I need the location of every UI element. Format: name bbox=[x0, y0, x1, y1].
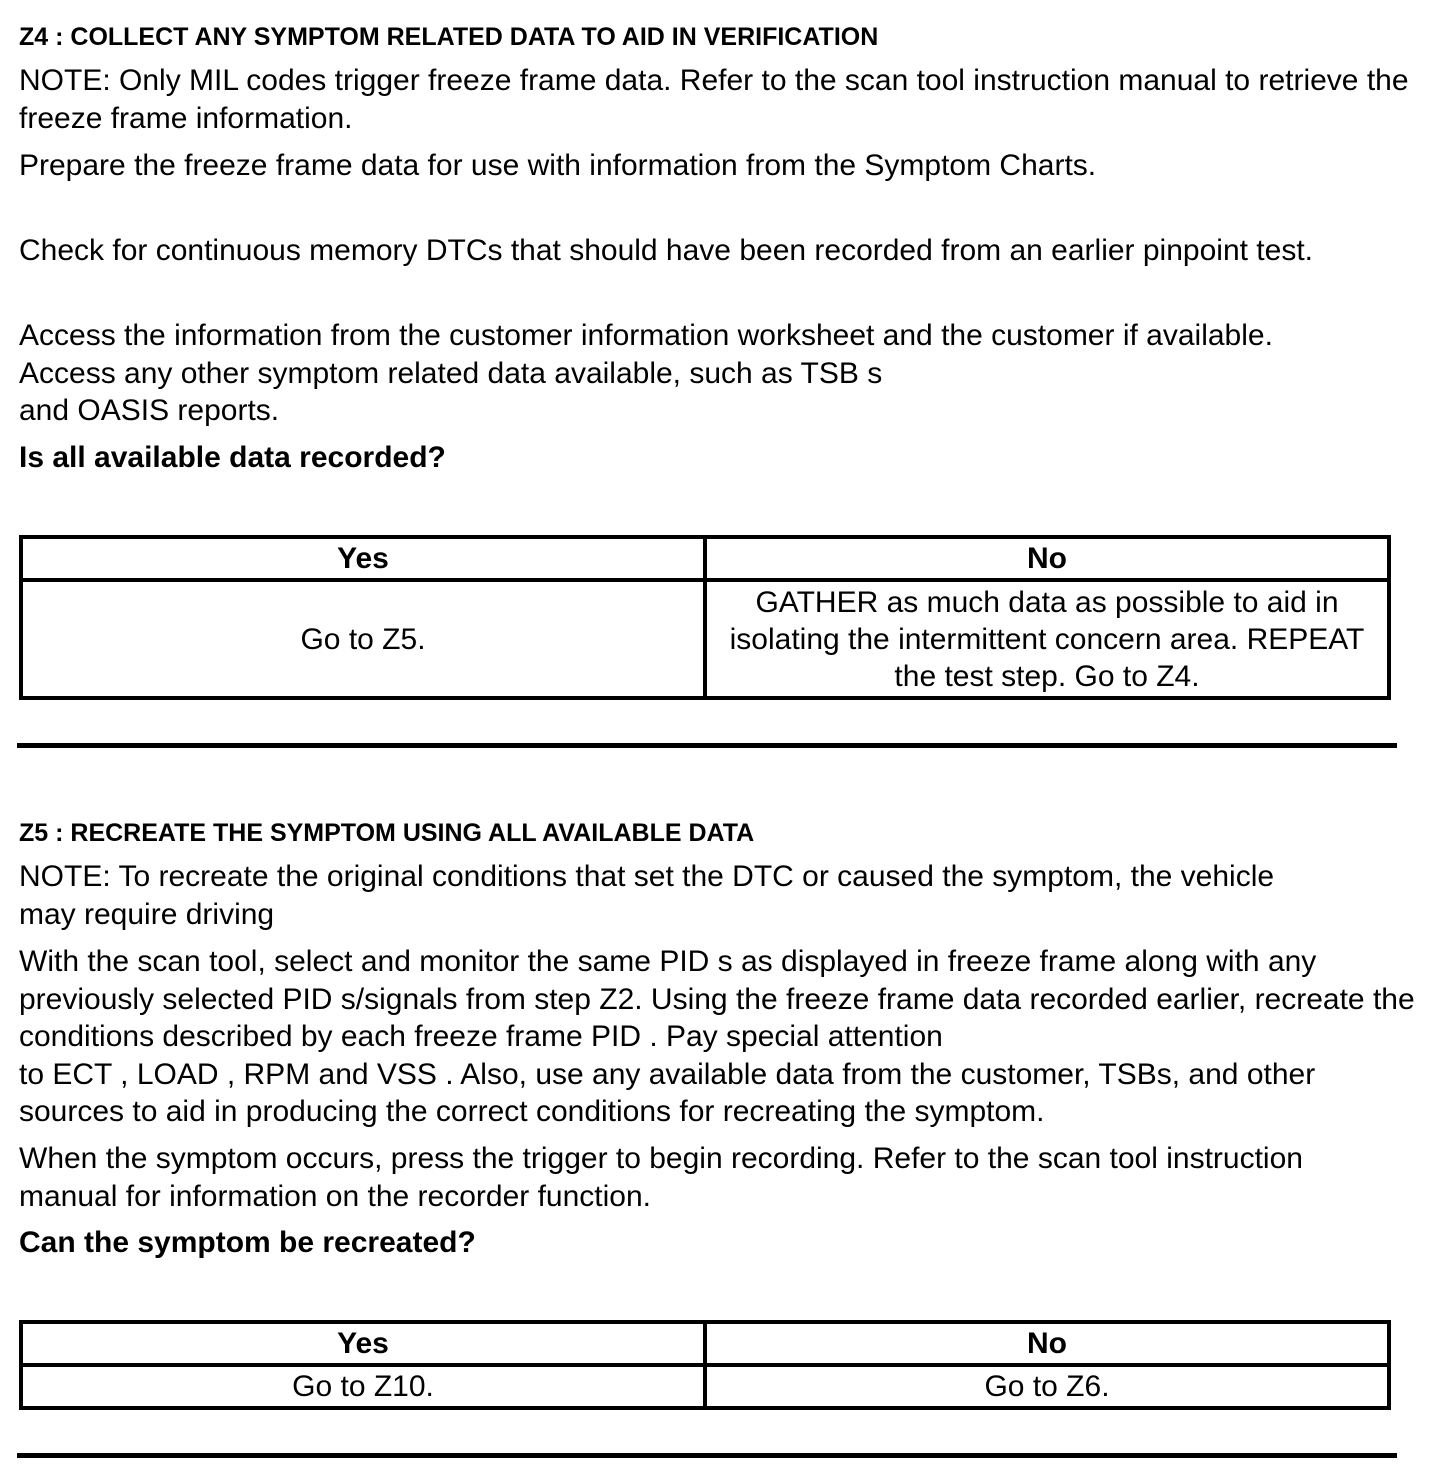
z5-question: Can the symptom be recreated? bbox=[19, 1226, 476, 1259]
z5-note: NOTE: To recreate the original conditions that set the DTC or caused the symptom, the vehicle may require driving bbox=[19, 860, 1275, 931]
z5-decision-table bbox=[19, 1320, 1391, 1410]
z5-monitor-text bbox=[19, 943, 1419, 1131]
z4-table-header-row bbox=[21, 537, 1389, 580]
z4-yes-header: Yes bbox=[21, 537, 705, 580]
z5-table-header-row bbox=[21, 1322, 1389, 1365]
z4-heading: Z4 : COLLECT ANY SYMPTOM RELATED DATA TO AID IN VERIFICATION bbox=[19, 23, 879, 51]
z4-question: Is all available data recorded? bbox=[19, 441, 446, 474]
z5-monitor-line1: With the scan tool, select and monitor the same PID s as displayed in freeze frame along with any previously selected PID s/signals from step Z2. Using the freeze frame data recorded earlier, recreate the conditions described by each freeze frame PID . Pay special attention bbox=[19, 945, 1415, 1053]
z5-no-cell: Go to Z6. bbox=[705, 1365, 1389, 1408]
z4-note: NOTE: Only MIL codes trigger freeze frame data. Refer to the scan tool instruction manual to retrieve the freeze frame information. bbox=[19, 64, 1409, 135]
z4-access-line2: and OASIS reports. bbox=[19, 394, 280, 427]
z5-no-header: No bbox=[705, 1322, 1389, 1365]
z4-table-row bbox=[21, 580, 1389, 698]
z5-table-row bbox=[21, 1365, 1389, 1408]
z5-heading: Z5 : RECREATE THE SYMPTOM USING ALL AVAILABLE DATA bbox=[19, 819, 755, 847]
z5-yes-header: Yes bbox=[21, 1322, 705, 1365]
z4-yes-cell: Go to Z5. bbox=[21, 580, 705, 698]
z4-check-text: Check for continuous memory DTCs that should have been recorded from an earlier pinpoint test. bbox=[19, 234, 1313, 267]
z4-decision-table bbox=[19, 535, 1391, 700]
z5-trigger-text: When the symptom occurs, press the trigger to begin recording. Refer to the scan tool instruction manual for information on the recorder function. bbox=[19, 1142, 1303, 1213]
z5-monitor-line2: to ECT , LOAD , RPM and VSS . Also, use any available data from the customer, TSBs, and other sources to aid in producing the correct conditions for recreating the symptom. bbox=[19, 1057, 1316, 1128]
z4-access-text bbox=[19, 317, 1289, 430]
z5-section-divider bbox=[17, 1453, 1397, 1458]
z4-section-divider bbox=[17, 743, 1397, 748]
z5-yes-cell: Go to Z10. bbox=[21, 1365, 705, 1408]
z4-no-cell: GATHER as much data as possible to aid in isolating the intermittent concern area. REPEAT the test step. Go to Z4. bbox=[705, 580, 1389, 698]
z4-no-header: No bbox=[705, 537, 1389, 580]
z4-access-line1: Access the information from the customer information worksheet and the customer if available. Access any other symptom related data available, such as TSB s bbox=[19, 319, 1273, 390]
z4-prepare-text: Prepare the freeze frame data for use with information from the Symptom Charts. bbox=[19, 149, 1097, 182]
